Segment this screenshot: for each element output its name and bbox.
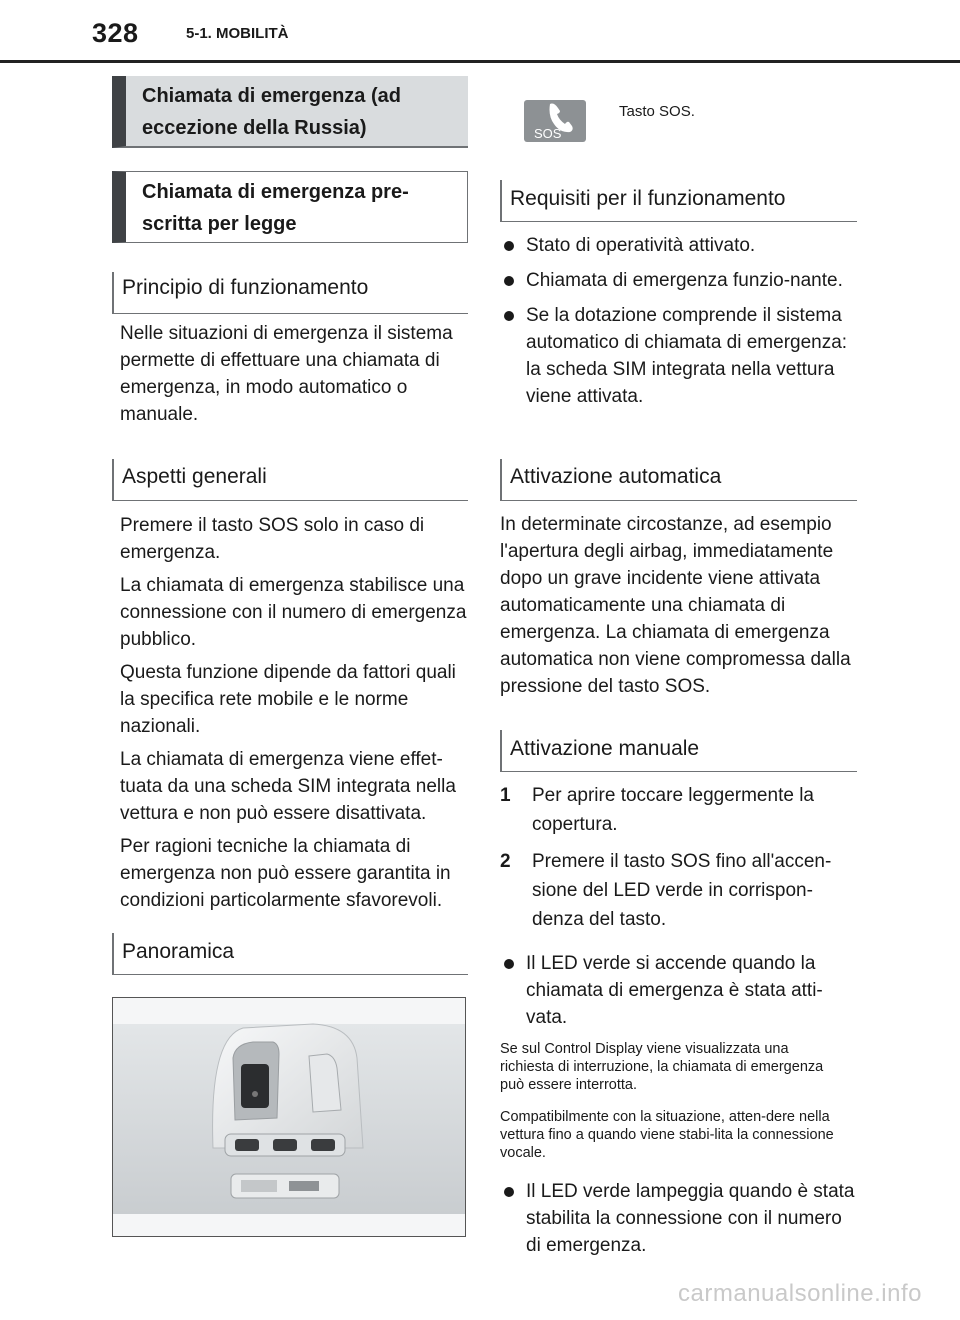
heading-aspetti: Aspetti generali <box>112 459 468 501</box>
heading-automatica: Attivazione automatica <box>500 459 857 501</box>
automatica-text: In determinate circostanze, ad esempio l'apertura degli airbag, immediatamente dopo un grave incidente viene attivata automaticamente una chiamata di emergenza. La chiamata di emergenza automatica non viene compromessa dalla pressione del tasto SOS. <box>500 514 851 697</box>
step-number: 1 <box>500 785 511 806</box>
heading-principio: Principio di funzionamento <box>112 272 468 314</box>
led-list-1 <box>500 950 856 1039</box>
sos-phone-icon <box>524 100 586 142</box>
sos-key-text: SOS <box>534 126 562 141</box>
sos-key-caption: Tasto SOS. <box>619 103 695 120</box>
aspetti-paragraph: Per ragioni tecniche la chiamata di emergenza non può essere garantita in condizioni particolarmente sfavorevoli. <box>120 836 451 911</box>
requisiti-list <box>500 232 860 418</box>
led-list-2 <box>500 1178 856 1267</box>
bullet-icon <box>504 241 514 251</box>
aspetti-text <box>120 512 470 914</box>
step-text: Premere il tasto SOS fino all'accen-sione del LED verde in corrispon-denza del tasto. <box>532 851 832 930</box>
note-wait: Compatibilmente con la situazione, atten-dere nella vettura fino a quando viene stabi-lita la connessione vocale. <box>500 1109 834 1161</box>
heading-requisiti: Requisiti per il funzionamento <box>500 180 857 222</box>
bullet-icon <box>504 1187 514 1197</box>
principio-text: Nelle situazioni di emergenza il sistema permette di effettuare una chiamata di emergenza, in modo automatico o manuale. <box>120 323 453 425</box>
aspetti-paragraph: Premere il tasto SOS solo in caso di emergenza. <box>120 515 425 563</box>
list-item: Il LED verde lampeggia quando è stata stabilita la connessione con il numero di emergenza. <box>500 1178 856 1259</box>
heading-box-mandatory-call: Chiamata di emergenza pre-scritta per legge <box>112 171 468 243</box>
step-number: 2 <box>500 851 511 872</box>
heading-box-emergency-call: Chiamata di emergenza (ad eccezione della Russia) <box>112 76 468 148</box>
list-item: Se la dotazione comprende il sistema automatico di chiamata di emergenza: la scheda SIM integrata nella vettura viene attivata. <box>500 302 860 410</box>
overhead-console-drawing <box>113 998 465 1236</box>
list-item: Stato di operatività attivato. <box>500 232 860 259</box>
overhead-console-illustration <box>112 997 466 1237</box>
manual-steps <box>500 781 856 942</box>
list-item: Il LED verde si accende quando la chiamata di emergenza è stata atti-vata. <box>500 950 856 1031</box>
aspetti-paragraph: Questa funzione dipende da fattori quali la specifica rete mobile e le norme nazionali. <box>120 662 456 737</box>
bullet-icon <box>504 311 514 321</box>
heading-panoramica: Panoramica <box>112 933 468 975</box>
aspetti-paragraph: La chiamata di emergenza stabilisce una connessione con il numero di emergenza pubblico. <box>120 575 467 650</box>
sos-key-image <box>524 100 586 142</box>
section-title: 5-1. MOBILITÀ <box>186 25 289 42</box>
note-interruption: Se sul Control Display viene visualizzata una richiesta di interruzione, la chiamata di emergenza può essere interrotta. <box>500 1041 824 1093</box>
watermark: carmanualsonline.info <box>678 1280 922 1307</box>
step-item <box>500 781 856 839</box>
page-number: 328 <box>92 18 139 48</box>
heading-manuale: Attivazione manuale <box>500 730 857 772</box>
aspetti-paragraph: La chiamata di emergenza viene effet-tuata da una scheda SIM integrata nella vettura e non può essere disattivata. <box>120 749 456 824</box>
list-item: Chiamata di emergenza funzio-nante. <box>500 267 860 294</box>
step-item <box>500 847 856 934</box>
bullet-icon <box>504 276 514 286</box>
bullet-icon <box>504 959 514 969</box>
step-text: Per aprire toccare leggermente la copertura. <box>532 785 814 835</box>
header-divider <box>0 60 960 63</box>
